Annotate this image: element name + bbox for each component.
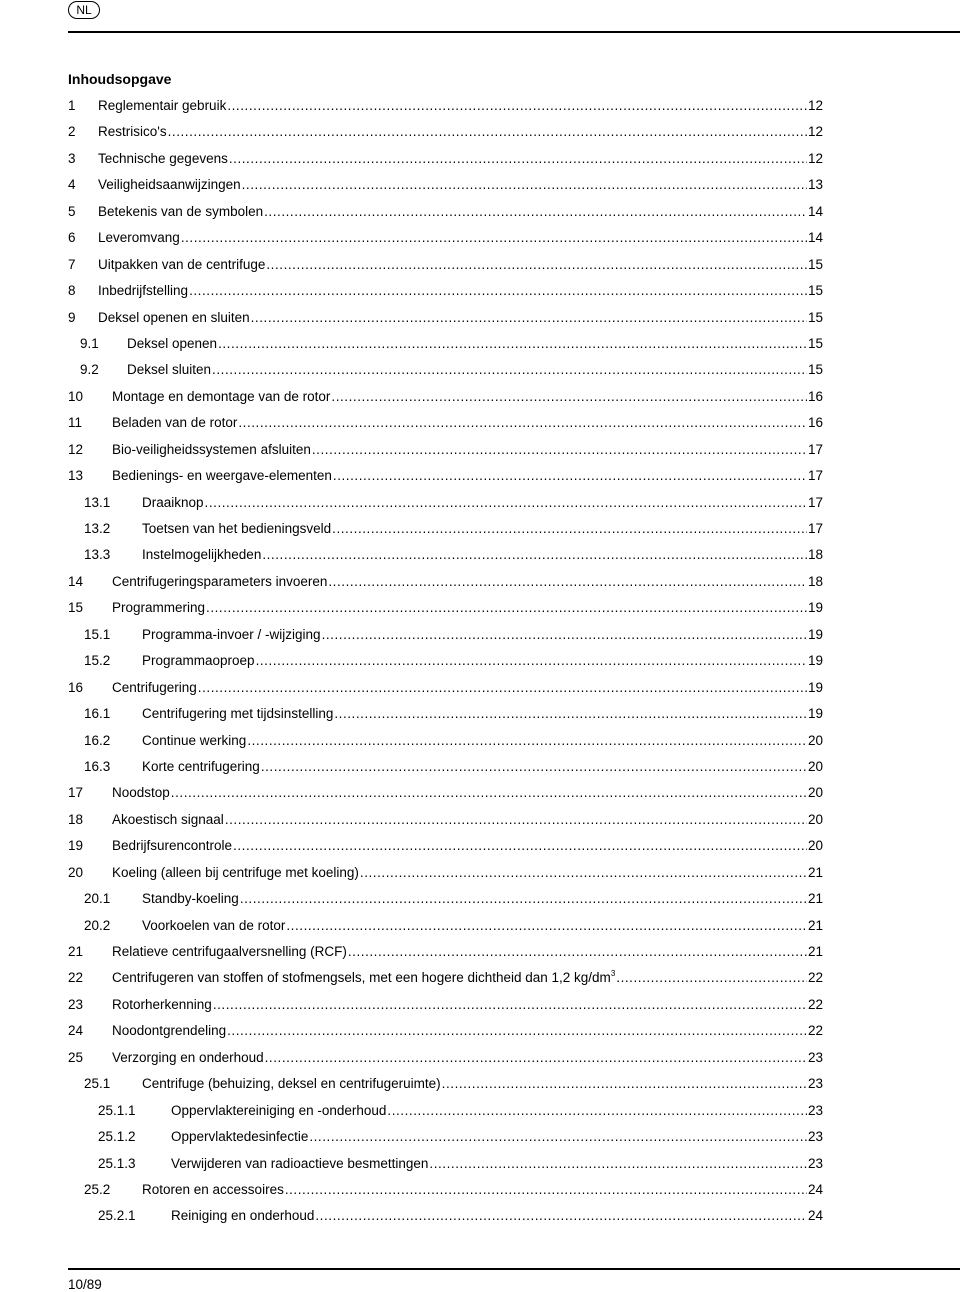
toc-entry-title	[98, 225, 180, 251]
toc-dot-leader	[312, 437, 807, 463]
toc-entry-title-text: Centrifugeringsparameters invoeren	[112, 573, 328, 589]
toc-entry-title-text: Beladen van de rotor	[112, 415, 238, 431]
toc-entry[interactable]	[68, 93, 823, 119]
toc-entry-number: 25.2.1	[98, 1208, 136, 1224]
toc-entry-number: 15.2	[84, 653, 111, 669]
toc-entry-title-text: Deksel openen	[127, 335, 218, 351]
toc-entry-title	[142, 701, 333, 727]
toc-entry-title-text: Noodontgrendeling	[112, 1023, 227, 1039]
toc-entry[interactable]	[68, 516, 823, 542]
toc-entry[interactable]	[68, 675, 823, 701]
toc-entry[interactable]	[68, 1045, 823, 1071]
toc-entry-title	[98, 146, 228, 172]
toc-dot-leader	[360, 860, 807, 886]
toc-entry-number: 13.2	[84, 521, 111, 536]
toc-entry[interactable]	[68, 172, 823, 198]
toc-entry[interactable]	[68, 542, 823, 568]
toc-entry[interactable]	[68, 331, 823, 357]
toc-entry-page: 17	[807, 468, 823, 484]
toc-entry-page: 14	[807, 203, 823, 219]
footer-divider	[68, 1268, 960, 1270]
toc-entry-title	[127, 331, 217, 357]
toc-entry-superscript: 3	[610, 969, 616, 979]
toc-entry-title-text: Standby-koeling	[142, 891, 239, 907]
toc-entry-title-text: Uitpakken van de centrifuge	[98, 256, 266, 272]
toc-dot-leader	[286, 913, 807, 939]
toc-entry-title	[98, 252, 265, 278]
toc-entry-number: 25	[68, 1049, 84, 1065]
toc-entry-page: 12	[807, 124, 823, 140]
toc-entry-title-text: Bedienings- en weergave-elementen	[112, 468, 332, 484]
toc-entry-title-text: Montage en demontage van de rotor	[112, 388, 331, 404]
toc-entry-page: 19	[807, 653, 823, 669]
toc-entry[interactable]	[68, 384, 823, 410]
toc-dot-leader	[331, 384, 807, 410]
toc-entry-page: 20	[807, 785, 823, 801]
toc-entry-title	[112, 939, 347, 965]
toc-entry-title	[112, 1018, 226, 1044]
toc-entry-title-text: Koeling (alleen bij centrifuge met koeling)	[112, 864, 359, 880]
toc-entry-title-text: Draaiknop	[142, 494, 204, 510]
toc-entry-title	[142, 516, 331, 542]
toc-entry-page: 23	[807, 1049, 823, 1065]
toc-dot-leader	[262, 542, 807, 568]
toc-entry-number: 12	[68, 441, 84, 457]
toc-entry-page: 24	[807, 1181, 823, 1197]
toc-entry-title	[112, 833, 232, 859]
toc-entry-title	[112, 965, 615, 991]
toc-dot-leader	[256, 648, 807, 674]
toc-dot-leader	[309, 1124, 807, 1150]
toc-dot-leader	[285, 1177, 807, 1203]
toc-entry[interactable]	[68, 1124, 823, 1150]
toc-dot-leader	[328, 569, 807, 595]
toc-entry[interactable]	[68, 833, 823, 859]
toc-entry-number: 8	[68, 283, 76, 299]
toc-entry-page: 14	[807, 230, 823, 246]
toc-entry-number: 25.2	[84, 1181, 111, 1197]
toc-entry-number: 19	[68, 838, 84, 854]
toc-entry-number: 22	[68, 970, 84, 986]
toc-entry-title-text: Verwijderen van radioactieve besmettingen	[171, 1155, 429, 1171]
toc-entry-number: 9.1	[80, 335, 99, 351]
toc-entry-title	[142, 913, 285, 939]
toc-entry-page: 22	[807, 970, 823, 986]
toc-entry[interactable]	[68, 1151, 823, 1177]
toc-entry-page: 15	[807, 362, 823, 378]
toc-entry-title	[142, 1071, 441, 1097]
toc-entry[interactable]	[68, 490, 823, 516]
toc-entry[interactable]	[68, 278, 823, 304]
toc-entry[interactable]	[68, 146, 823, 172]
toc-entry-title-text: Leveromvang	[98, 230, 180, 246]
toc-entry-title-text: Betekenis van de symbolen	[98, 203, 264, 219]
toc-dot-leader	[322, 622, 807, 648]
toc-entry-title-text: Centrifugering	[112, 679, 197, 695]
toc-entry-number: 11	[68, 415, 83, 431]
toc-entry-number: 21	[68, 944, 84, 959]
toc-entry-title	[98, 305, 250, 331]
toc-entry-number: 3	[68, 150, 76, 166]
toc-entry[interactable]	[68, 622, 823, 648]
toc-entry-title	[112, 437, 311, 463]
toc-dot-leader	[261, 754, 807, 780]
toc-entry-title	[98, 93, 226, 119]
toc-entry-number: 13	[68, 468, 84, 484]
toc-entry-page: 15	[807, 309, 823, 325]
toc-entry-title-text: Technische gegevens	[98, 150, 228, 166]
toc-entry[interactable]	[68, 569, 823, 595]
toc-entry-page: 17	[807, 494, 823, 510]
toc-entry-title-text: Deksel sluiten	[127, 362, 212, 378]
toc-entry-title	[171, 1203, 314, 1229]
toc-entry-title	[112, 384, 330, 410]
toc-dot-leader	[264, 199, 807, 225]
toc-entry-title-text: Rotoren en accessoires	[142, 1181, 284, 1197]
toc-entry-title	[142, 542, 261, 568]
toc-entry[interactable]	[68, 807, 823, 833]
toc-entry-number: 13.3	[84, 547, 111, 563]
toc-heading: Inhoudsopgave	[68, 71, 172, 87]
toc-entry-number: 7	[68, 256, 76, 272]
toc-entry-number: 9.2	[80, 362, 99, 378]
toc-entry-number: 1	[68, 98, 76, 113]
toc-entry[interactable]	[68, 860, 823, 886]
toc-entry-page: 16	[807, 415, 823, 431]
toc-entry-title-text: Continue werking	[142, 732, 247, 748]
toc-entry-title-text: Akoestisch signaal	[112, 811, 224, 827]
toc-dot-leader	[238, 410, 807, 436]
toc-entry-title-text: Bedrijfsurencontrole	[112, 838, 233, 854]
toc-entry-title-text: Oppervlaktedesinfectie	[171, 1129, 309, 1145]
toc-entry-page: 21	[807, 891, 823, 907]
toc-entry-title	[112, 595, 205, 621]
toc-entry-title	[171, 1151, 428, 1177]
toc-entry-page: 20	[807, 811, 823, 827]
toc-entry-page: 23	[807, 1076, 823, 1092]
toc-dot-leader	[218, 331, 807, 357]
toc-entry[interactable]	[68, 595, 823, 621]
toc-entry-title	[112, 860, 359, 886]
toc-dot-leader	[233, 833, 807, 859]
toc-entry-number: 18	[68, 811, 84, 827]
toc-dot-leader	[206, 595, 807, 621]
toc-entry-title-text: Noodstop	[112, 785, 170, 801]
toc-entry-title	[112, 410, 237, 436]
toc-entry-title-text: Deksel openen en sluiten	[98, 309, 250, 325]
toc-entry[interactable]	[68, 357, 823, 383]
toc-entry-page: 19	[807, 679, 823, 695]
toc-entry[interactable]	[68, 252, 823, 278]
toc-entry-title	[112, 675, 197, 701]
toc-entry[interactable]	[68, 728, 823, 754]
toc-entry-page: 16	[807, 388, 823, 404]
toc-entry-title-text: Oppervlaktereiniging en -onderhoud	[171, 1102, 387, 1118]
toc-entry[interactable]	[68, 1018, 823, 1044]
toc-entry-title-text: Programmaoproep	[142, 653, 255, 669]
toc-entry[interactable]	[68, 965, 823, 991]
toc-entry[interactable]	[68, 1177, 823, 1203]
toc-entry-title	[98, 172, 241, 198]
toc-entry-title	[98, 199, 263, 225]
toc-entry[interactable]	[68, 701, 823, 727]
toc-entry-title	[142, 728, 246, 754]
toc-entry-title-text: Reglementair gebruik	[98, 98, 227, 113]
toc-entry[interactable]	[68, 780, 823, 806]
toc-entry-title	[171, 1124, 308, 1150]
toc-dot-leader	[171, 780, 807, 806]
toc-entry[interactable]	[68, 437, 823, 463]
toc-entry-page: 24	[807, 1208, 823, 1224]
toc-dot-leader	[168, 119, 807, 145]
toc-entry-number: 4	[68, 177, 76, 193]
toc-dot-leader	[240, 886, 807, 912]
toc-entry-number: 10	[68, 388, 84, 404]
toc-dot-leader	[189, 278, 807, 304]
toc-entry-title	[127, 357, 211, 383]
toc-entry[interactable]	[68, 939, 823, 965]
toc-entry-page: 21	[807, 917, 823, 933]
toc-entry-page: 19	[807, 706, 823, 722]
toc-dot-leader	[242, 172, 807, 198]
toc-dot-leader	[616, 965, 807, 991]
toc-entry-title-text: Korte centrifugering	[142, 758, 260, 774]
toc-entry-title-text: Verzorging en onderhoud	[112, 1049, 264, 1065]
toc-entry-title-text: Bio-veiligheidssystemen afsluiten	[112, 441, 311, 457]
toc-entry-title-text: Centrifugering met tijdsinstelling	[142, 706, 334, 722]
toc-entry-title-text: Veiligheidsaanwijzingen	[98, 177, 241, 193]
toc-entry-page: 18	[807, 547, 823, 563]
toc-entry[interactable]	[68, 199, 823, 225]
toc-dot-leader	[212, 357, 807, 383]
toc-entry-number: 20.2	[84, 917, 111, 933]
toc-dot-leader	[442, 1071, 807, 1097]
toc-entry-title	[171, 1098, 386, 1124]
toc-dot-leader	[229, 146, 807, 172]
toc-entry-number: 15.1	[84, 626, 111, 642]
toc-entry-page: 12	[807, 150, 823, 166]
toc-entry-page: 17	[807, 521, 823, 536]
toc-entry[interactable]	[68, 1098, 823, 1124]
toc-entry[interactable]	[68, 410, 823, 436]
toc-entry-page: 22	[807, 1023, 823, 1039]
toc-entry-number: 5	[68, 203, 76, 219]
toc-entry-page: 13	[807, 177, 823, 193]
toc-entry-page: 12	[807, 98, 823, 113]
toc-entry-number: 9	[68, 309, 76, 325]
toc-dot-leader	[348, 939, 807, 965]
toc-entry-page: 22	[807, 996, 823, 1012]
toc-entry-number: 20	[68, 864, 84, 880]
language-badge: NL	[68, 1, 100, 19]
toc-entry-title	[142, 648, 255, 674]
toc-entry-title-text: Toetsen van het bedieningsveld	[142, 521, 332, 536]
toc-entry-number: 6	[68, 230, 76, 246]
toc-entry[interactable]	[68, 463, 823, 489]
toc-entry-title-text: Instelmogelijkheden	[142, 547, 262, 563]
toc-entry-page: 20	[807, 838, 823, 854]
toc-entry-number: 20.1	[84, 891, 111, 907]
toc-entry-number: 16	[68, 679, 84, 695]
toc-entry[interactable]	[68, 886, 823, 912]
toc-entry-number: 25.1.2	[98, 1129, 136, 1145]
toc-entry-number: 15	[68, 600, 84, 616]
toc-entry[interactable]	[68, 648, 823, 674]
toc-dot-leader	[315, 1203, 807, 1229]
table-of-contents	[68, 93, 823, 1230]
toc-entry-page: 20	[807, 758, 823, 774]
toc-entry-number: 16.3	[84, 758, 111, 774]
toc-entry-title-text: Reiniging en onderhoud	[171, 1208, 315, 1224]
toc-dot-leader	[333, 463, 807, 489]
toc-entry-number: 16.1	[84, 706, 111, 722]
toc-entry-number: 24	[68, 1023, 84, 1039]
toc-entry-title	[112, 463, 332, 489]
toc-entry-number: 23	[68, 996, 84, 1012]
toc-entry-page: 21	[807, 944, 823, 959]
toc-entry-page: 23	[807, 1155, 823, 1171]
toc-dot-leader	[198, 675, 807, 701]
toc-entry[interactable]	[68, 1071, 823, 1097]
toc-dot-leader	[332, 516, 807, 542]
toc-dot-leader	[181, 225, 807, 251]
toc-dot-leader	[225, 807, 807, 833]
toc-entry-title-text: Inbedrijfstelling	[98, 283, 189, 299]
toc-entry-page: 15	[807, 256, 823, 272]
toc-entry-number: 16.2	[84, 732, 111, 748]
toc-entry-page: 23	[807, 1102, 823, 1118]
toc-entry[interactable]	[68, 913, 823, 939]
toc-entry-title-text: Restrisico's	[98, 124, 167, 140]
toc-dot-leader	[227, 1018, 807, 1044]
toc-entry[interactable]	[68, 305, 823, 331]
toc-entry-title-text: Rotorherkenning	[112, 996, 212, 1012]
toc-entry-title	[112, 807, 224, 833]
toc-dot-leader	[247, 728, 807, 754]
toc-entry-title-text: Programmering	[112, 600, 206, 616]
toc-entry-title	[142, 886, 239, 912]
toc-entry-page: 15	[807, 283, 823, 299]
toc-dot-leader	[227, 93, 807, 119]
toc-entry-number: 13.1	[84, 494, 111, 510]
page-number: 10/89	[68, 1277, 102, 1292]
toc-entry[interactable]	[68, 754, 823, 780]
toc-entry-page: 23	[807, 1129, 823, 1145]
toc-dot-leader	[429, 1151, 807, 1177]
toc-entry-title	[142, 754, 260, 780]
toc-dot-leader	[213, 992, 807, 1018]
toc-entry-title	[98, 278, 188, 304]
toc-entry-title	[112, 780, 170, 806]
toc-dot-leader	[266, 252, 807, 278]
toc-dot-leader	[251, 305, 807, 331]
toc-entry-title	[98, 119, 167, 145]
toc-entry-title-text: Centrifuge (behuizing, deksel en centrifugeruimte)	[142, 1076, 441, 1092]
toc-entry-page: 15	[807, 335, 823, 351]
header-divider	[68, 31, 960, 33]
toc-entry-page: 19	[807, 600, 823, 616]
toc-entry-page: 21	[807, 864, 823, 880]
toc-entry-number: 2	[68, 124, 76, 140]
toc-entry[interactable]	[68, 992, 823, 1018]
toc-entry-title-text: Relatieve centrifugaalversnelling (RCF)	[112, 944, 347, 959]
toc-entry-number: 25.1	[84, 1076, 111, 1092]
toc-entry-number: 25.1.1	[98, 1102, 136, 1118]
toc-entry-title-text: Centrifugeren van stoffen of stofmengsels, met een hogere dichtheid dan 1,2 kg/dm	[112, 970, 611, 986]
toc-dot-leader	[387, 1098, 807, 1124]
toc-entry-title-text: Programma-invoer / -wijziging	[142, 626, 321, 642]
toc-dot-leader	[205, 490, 807, 516]
toc-entry[interactable]	[68, 1203, 823, 1229]
toc-entry-title	[142, 1177, 284, 1203]
toc-dot-leader	[265, 1045, 807, 1071]
toc-entry-title	[112, 992, 212, 1018]
toc-entry-title	[142, 490, 204, 516]
toc-entry-title	[112, 1045, 264, 1071]
toc-entry-page: 19	[807, 626, 823, 642]
toc-entry-page: 17	[807, 441, 823, 457]
toc-entry[interactable]	[68, 119, 823, 145]
toc-entry[interactable]	[68, 225, 823, 251]
toc-entry-title	[112, 569, 327, 595]
toc-entry-page: 20	[807, 732, 823, 748]
toc-entry-number: 17	[68, 785, 84, 801]
toc-entry-number: 14	[68, 573, 84, 589]
toc-entry-number: 25.1.3	[98, 1155, 136, 1171]
toc-entry-title	[142, 622, 321, 648]
toc-dot-leader	[334, 701, 807, 727]
toc-entry-title-text: Voorkoelen van de rotor	[142, 917, 286, 933]
toc-entry-page: 18	[807, 573, 823, 589]
